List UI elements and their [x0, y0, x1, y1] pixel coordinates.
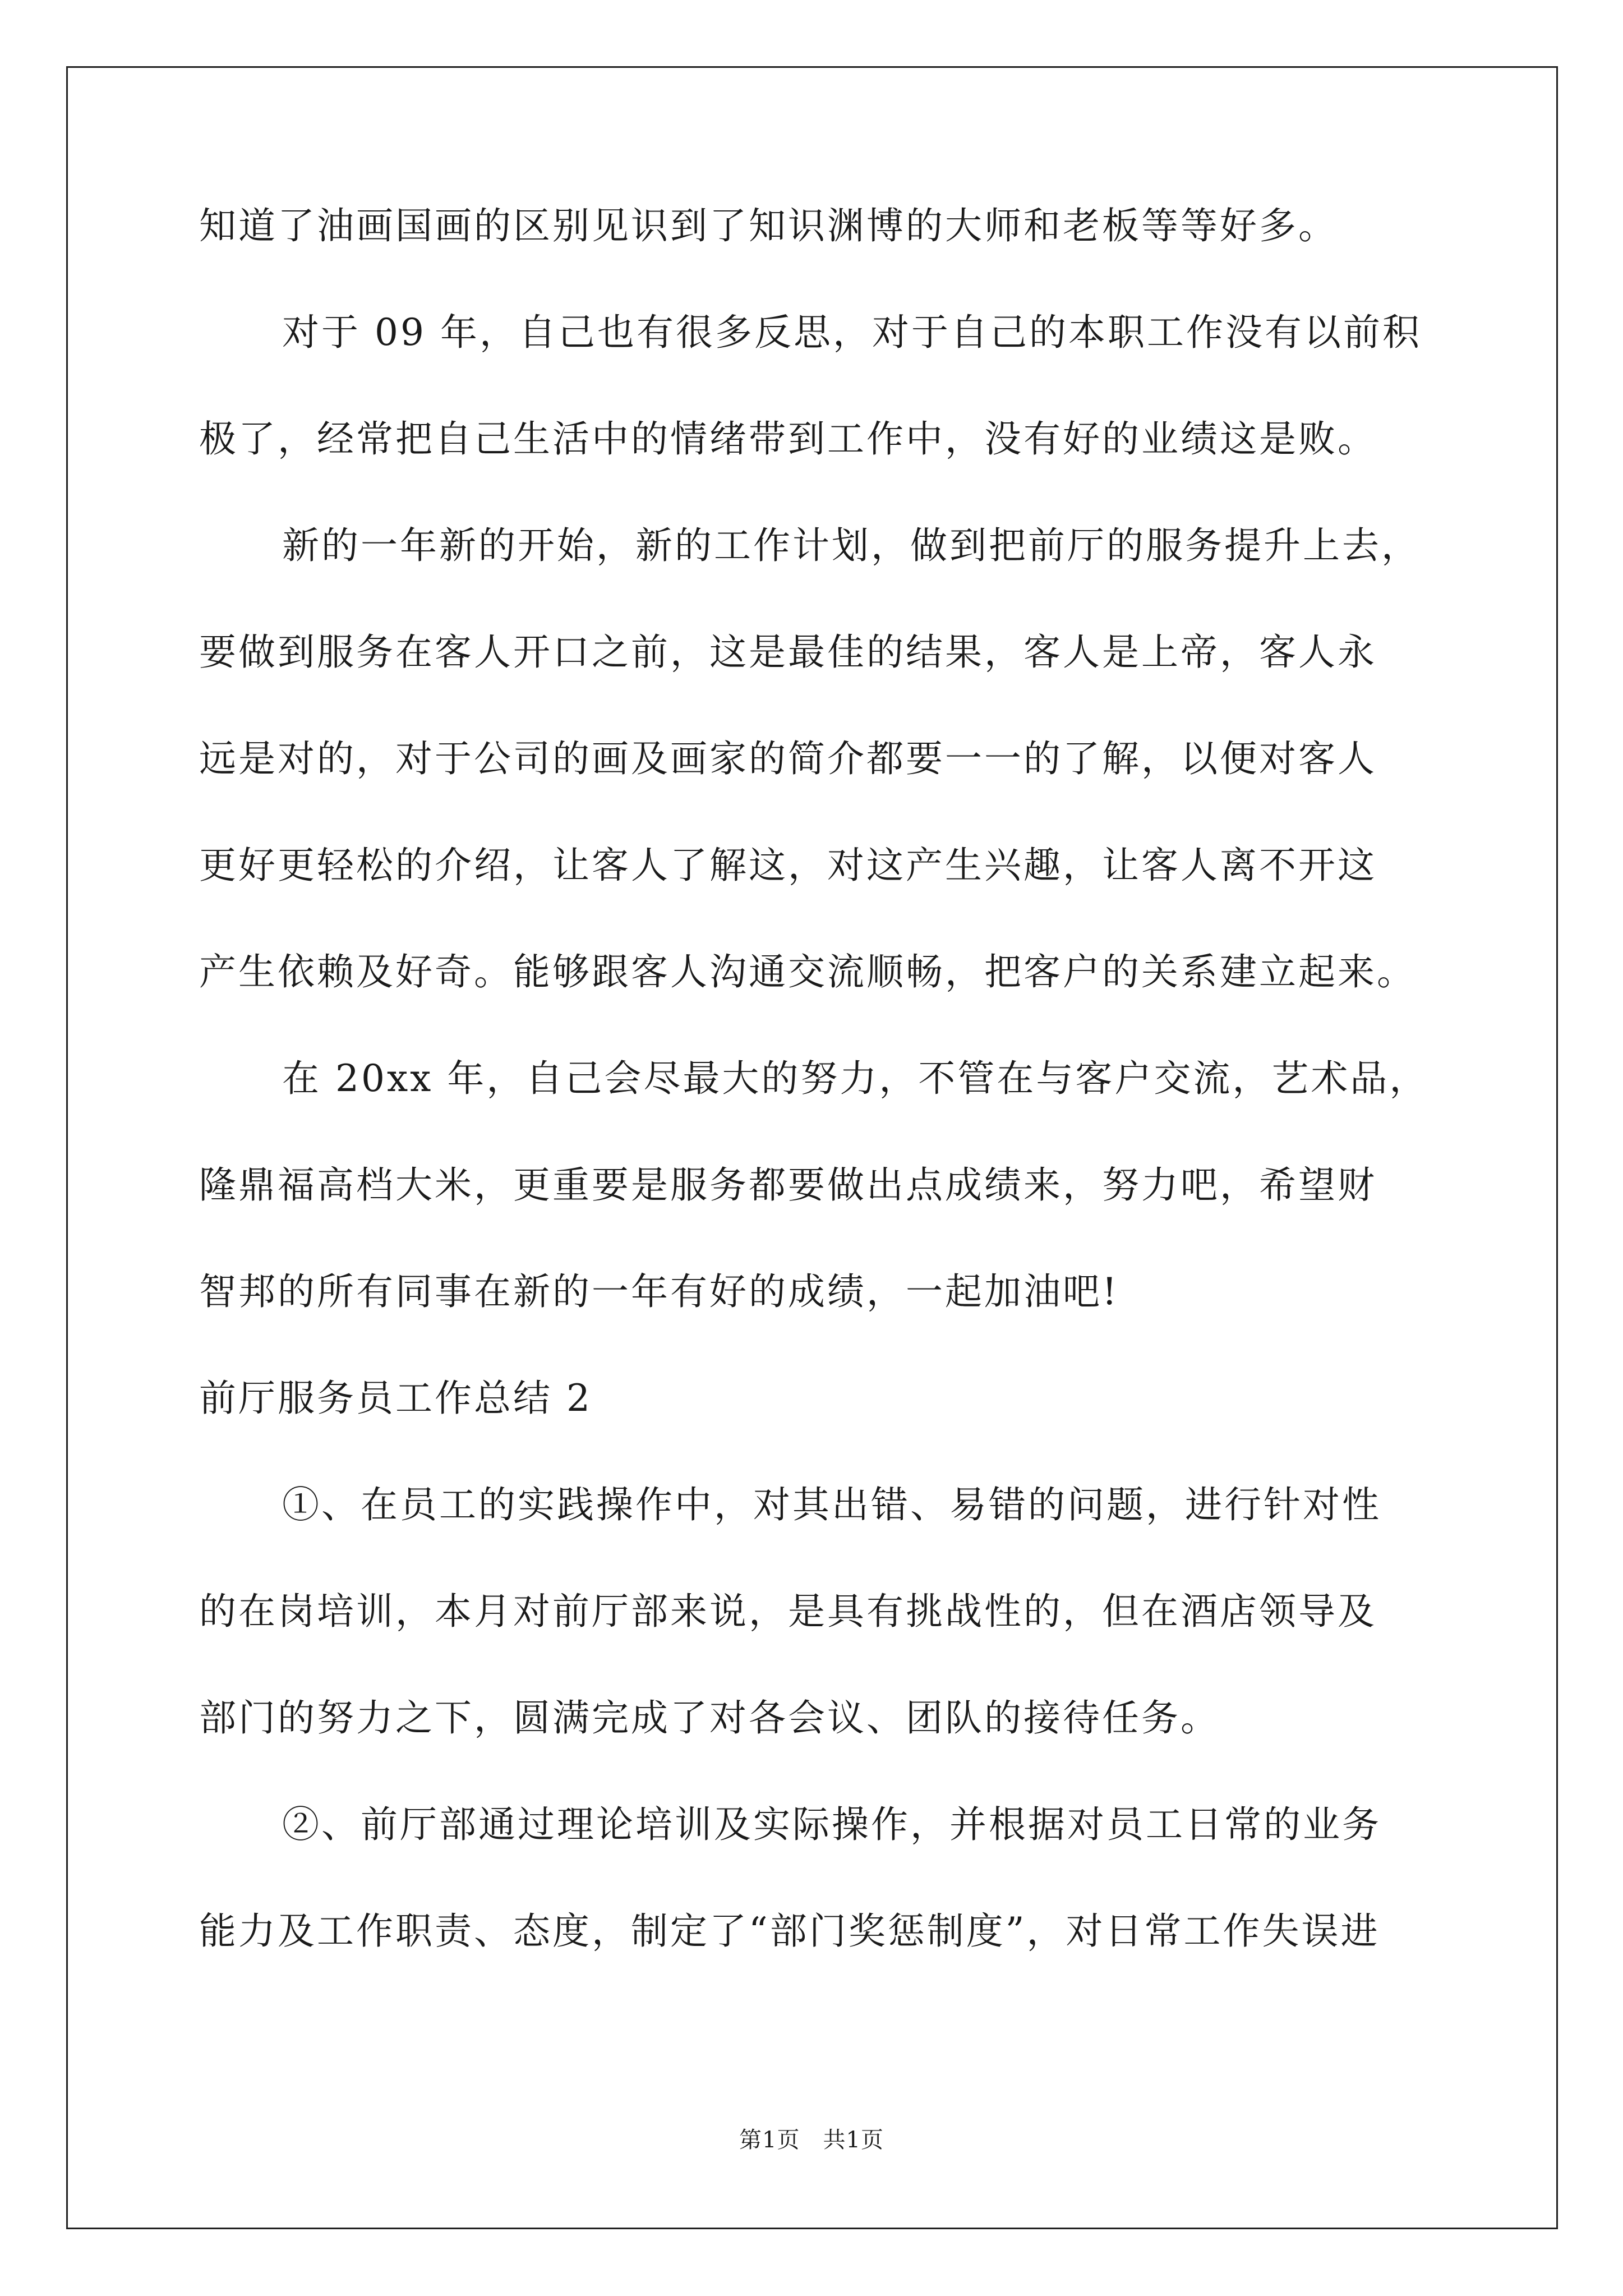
page-border: [66, 66, 1558, 2229]
text-line: 的在岗培训，本月对前厅部来说，是具有挑战性的，但在酒店领导及: [199, 1590, 1377, 1633]
text-line: 部门的努力之下，圆满完成了对各会议、团队的接待任务。: [199, 1696, 1220, 1740]
text-line: 知道了油画国画的区别见识到了知识渊博的大师和老板等等好多。: [199, 204, 1338, 247]
text-line: 远是对的，对于公司的画及画家的简介都要一一的了解，以便对客人: [199, 737, 1377, 780]
text-line: 在 20xx 年，自己会尽最大的努力，不管在与客户交流，艺术品，: [282, 1057, 1429, 1100]
text-line: 对于 09 年，自己也有很多反思，对于自己的本职工作没有以前积: [282, 311, 1422, 354]
text-line: 隆鼎福高档大米，更重要是服务都要做出点成绩来，努力吧，希望财: [199, 1163, 1377, 1207]
section-heading: 前厅服务员工作总结 2: [199, 1377, 592, 1420]
text-line: 极了，经常把自己生活中的情绪带到工作中，没有好的业绩这是败。: [199, 417, 1377, 461]
text-line: ②、前厅部通过理论培训及实际操作，并根据对员工日常的业务: [282, 1803, 1381, 1846]
text-line: 产生依赖及好奇。能够跟客人沟通交流顺畅，把客户的关系建立起来。: [199, 950, 1416, 993]
text-line: 智邦的所有同事在新的一年有好的成绩，一起加油吧!: [199, 1270, 1119, 1313]
text-line: 更好更轻松的介绍，让客人了解这，对这产生兴趣，让客人离不开这: [199, 844, 1377, 887]
page-number-footer: 第1页 共1页: [739, 2127, 884, 2153]
text-line: ①、在员工的实践操作中，对其出错、易错的问题，进行针对性: [282, 1483, 1381, 1526]
text-line: 新的一年新的开始，新的工作计划，做到把前厅的服务提升上去，: [282, 524, 1421, 567]
text-line: 要做到服务在客人开口之前，这是最佳的结果，客人是上帝，客人永: [199, 631, 1377, 674]
text-line: 能力及工作职责、态度，制定了“部门奖惩制度”，对日常工作失误进: [199, 1910, 1380, 1953]
